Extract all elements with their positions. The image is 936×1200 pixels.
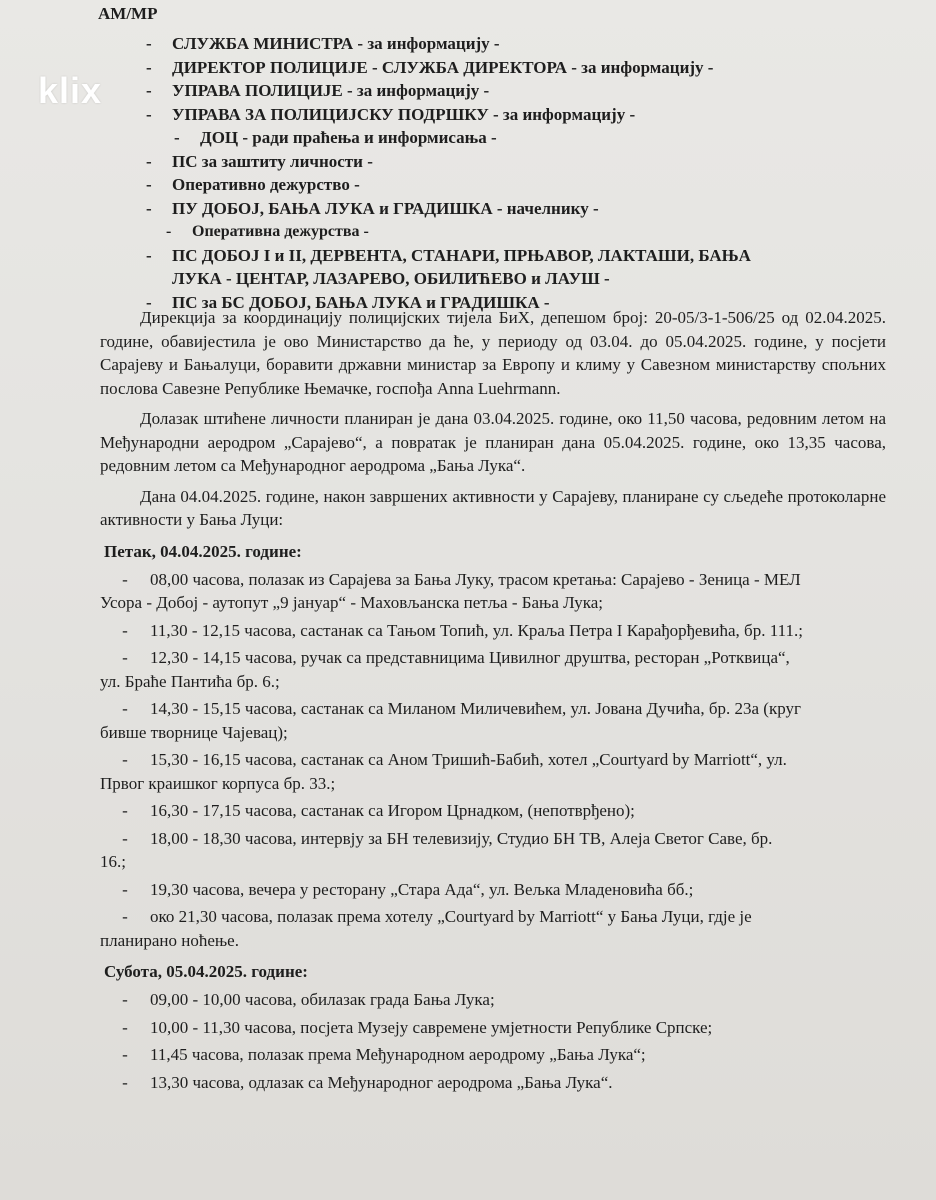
friday-heading: Петак, 04.04.2025. године: — [104, 541, 302, 561]
recipient-item: - Оперативна дежурства - — [166, 223, 369, 240]
document-reference-header: АМ/МР — [98, 4, 158, 23]
recipient-item: - ДОЦ - ради праћења и информисања - — [174, 128, 497, 147]
recipient-item: - ПУ ДОБОЈ, БАЊА ЛУКА и ГРАДИШКА - начелнику - — [146, 198, 599, 218]
schedule-item: - 10,00 - 11,30 часова, посјета Музеју савремене умјетности Републике Српске; — [122, 1017, 713, 1037]
recipient-item: - ДИРЕКТОР ПОЛИЦИЈЕ - СЛУЖБА ДИРЕКТОРА - за информацију - — [146, 57, 714, 77]
schedule-item: - 15,30 - 16,15 часова, састанак са Аном Тришић-Бабић, хотел „Courtyard by Marriott“, ул. Првог краишког корпуса бр. 33.; — [100, 750, 787, 793]
schedule-item: - 12,30 - 14,15 часова, ручак са представницима Цивилног друштва, ресторан „Ротквица“, ул. Браће Пантића бр. 6.; — [100, 648, 790, 691]
recipient-item: - ПС за заштиту личности - — [146, 151, 373, 171]
recipients-list — [146, 32, 906, 314]
document-body — [100, 306, 886, 1104]
recipient-item: - УПРАВА ПОЛИЦИЈЕ - за информацију - — [146, 81, 490, 100]
schedule-item: - 13,30 часова, одлазак са Међународног аеродрома „Бања Лука“. — [122, 1072, 613, 1092]
schedule-item: - 09,00 - 10,00 часова, обилазак града Бања Лука; — [122, 990, 495, 1009]
recipient-item: - ПС за БС ДОБОЈ, БАЊА ЛУКА и ГРАДИШКА - — [146, 292, 550, 312]
schedule-item: - 11,45 часова, полазак према Међународном аеродрому „Бања Лука“; — [122, 1045, 646, 1064]
paragraph-activities-intro: Дана 04.04.2025. године, након завршених активности у Сарајеву, планиране су сљедеће протоколарне активности у Бања Луци: — [100, 486, 886, 529]
paragraph-notification: Дирекција за координацију полицијских тијела БиХ, депешом број: 20-05/3-1-506/25 од 02.04.2025. године, обавијестила је ово Министарство да ће, у периоду од 03.04. до 05.04.2025. године, у посјети Сарајеву и Бањалуци, боравити државни министар за Европу и климу у Савезном министарству спољних послова Савезне Републике Њемачке, госпођа Anna Luehrmann. — [100, 308, 886, 398]
friday-schedule-list — [100, 568, 886, 953]
schedule-item: - око 21,30 часова, полазак према хотелу „Courtyard by Marriott“ у Бања Луци, гдје је планирано ноћење. — [100, 907, 752, 950]
saturday-heading: Субота, 05.04.2025. године: — [104, 962, 308, 981]
recipient-item-continuation: ЛУКА - ЦЕНТАР, ЛАЗАРЕВО, ОБИЛИЋЕВО и ЛАУШ - — [172, 269, 610, 288]
schedule-item: - 16,30 - 17,15 часова, састанак са Игором Црнадком, (непотврђено); — [122, 801, 635, 820]
recipient-item: - ПС ДОБОЈ I и II, ДЕРВЕНТА, СТАНАРИ, ПРЊАВОР, ЛАКТАШИ, БАЊА — [146, 245, 751, 265]
schedule-item: - 08,00 часова, полазак из Сарајева за Бања Луку, трасом кретања: Сарајево - Зеница - МЕЛ Усора - Добој - аутопут „9 јануар“ - Маховљанска петља - Бања Лука; — [100, 569, 801, 612]
schedule-item: - 19,30 часова, вечера у ресторану „Стара Ада“, ул. Вељка Младеновића бб.; — [122, 879, 694, 899]
schedule-item: - 11,30 - 12,15 часова, састанак са Тањом Топић, ул. Краља Петра I Карађорђевића, бр. 111.; — [122, 620, 803, 640]
recipient-item: - Оперативно дежурство - — [146, 175, 360, 194]
recipient-item: - УПРАВА ЗА ПОЛИЦИЈСКУ ПОДРШКУ - за информацију - — [146, 104, 636, 124]
klix-watermark-logo: klix — [38, 70, 103, 111]
paragraph-arrival: Долазак штићене личности планиран је дана 03.04.2025. године, око 11,50 часова, редовним летом на Међународни аеродром „Сарајево“, а повратак је планиран дана 05.04.2025. године, око 13,35 часова, редовним летом са Међународног аеродрома „Бања Лука“. — [100, 409, 886, 475]
schedule-item: - 18,00 - 18,30 часова, интервју за БН телевизију, Студио БН ТВ, Алеја Светог Саве, бр. 16.; — [100, 828, 773, 871]
recipient-item: - СЛУЖБА МИНИСТРА - за информацију - — [146, 34, 500, 53]
saturday-schedule-list — [100, 988, 886, 1094]
schedule-item: - 14,30 - 15,15 часова, састанак са Миланом Миличевићем, ул. Јована Дучића, бр. 23а (круг бивше творнице Чајевац); — [100, 699, 801, 742]
